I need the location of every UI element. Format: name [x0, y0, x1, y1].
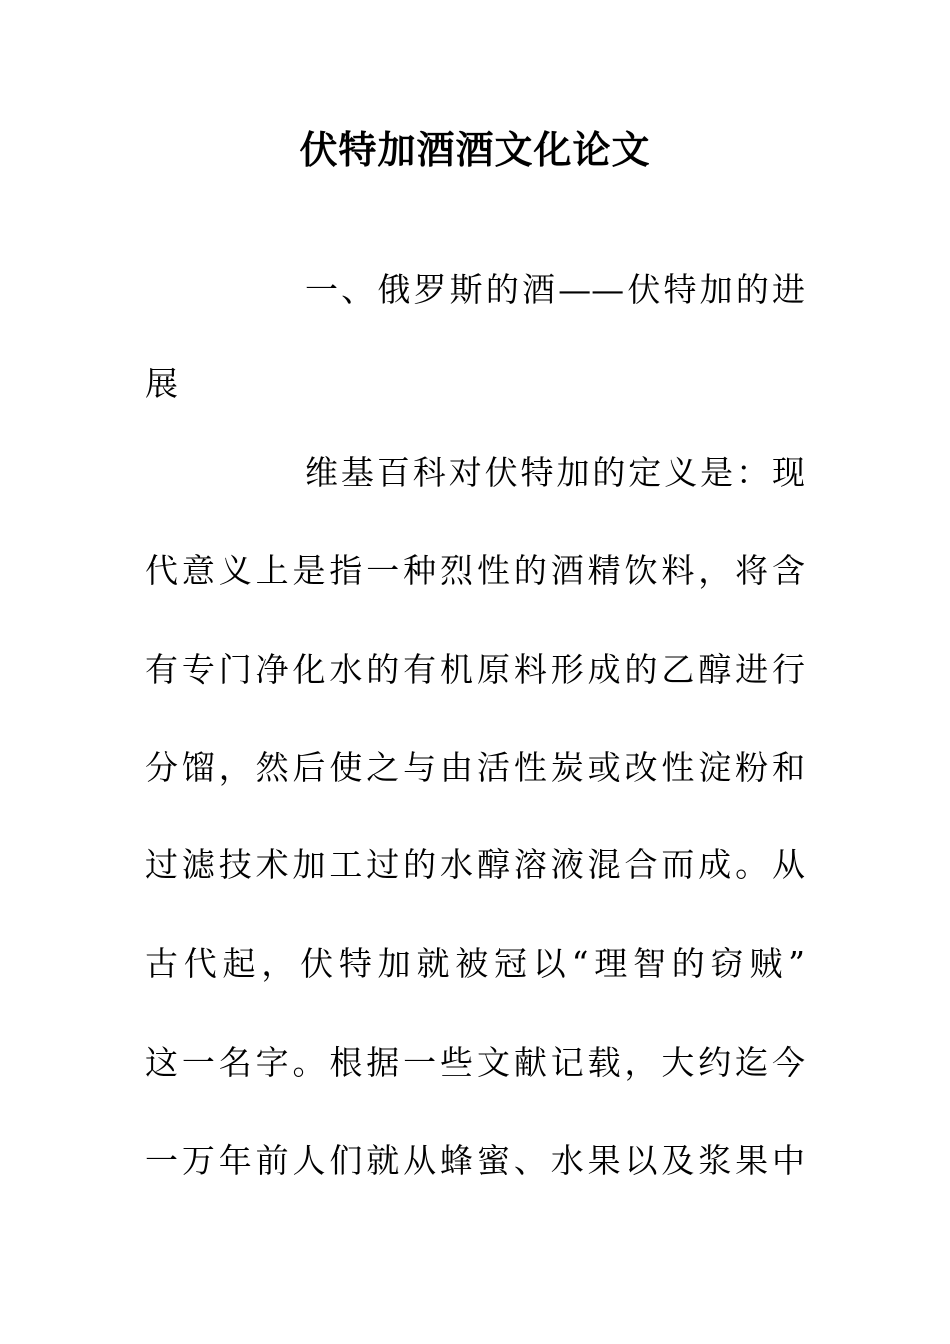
- paragraph-line-3: 有专门净化水的有机原料形成的乙醇进行: [145, 650, 805, 689]
- paragraph-line-2: 代意义上是指一种烈性的酒精饮料，将含: [145, 551, 805, 590]
- paragraph-line-7: 这一名字。根据一些文献记载，大约迄今: [145, 1043, 805, 1082]
- paragraph-line-6: 古代起，伏特加就被冠以“理智的窃贼”: [145, 944, 805, 983]
- paragraph-line-5: 过滤技术加工过的水醇溶液混合而成。从: [145, 845, 805, 884]
- document-title: 伏特加酒酒文化论文: [299, 127, 651, 172]
- section-heading-line-1: 一、俄罗斯的酒——伏特加的进: [305, 270, 805, 309]
- paragraph-line-4: 分馏，然后使之与由活性炭或改性淀粉和: [145, 748, 805, 787]
- paragraph-line-8: 一万年前人们就从蜂蜜、水果以及浆果中: [145, 1141, 805, 1180]
- section-heading-line-2: 展: [145, 364, 178, 403]
- paragraph-line-1: 维基百科对伏特加的定义是：现: [305, 453, 805, 492]
